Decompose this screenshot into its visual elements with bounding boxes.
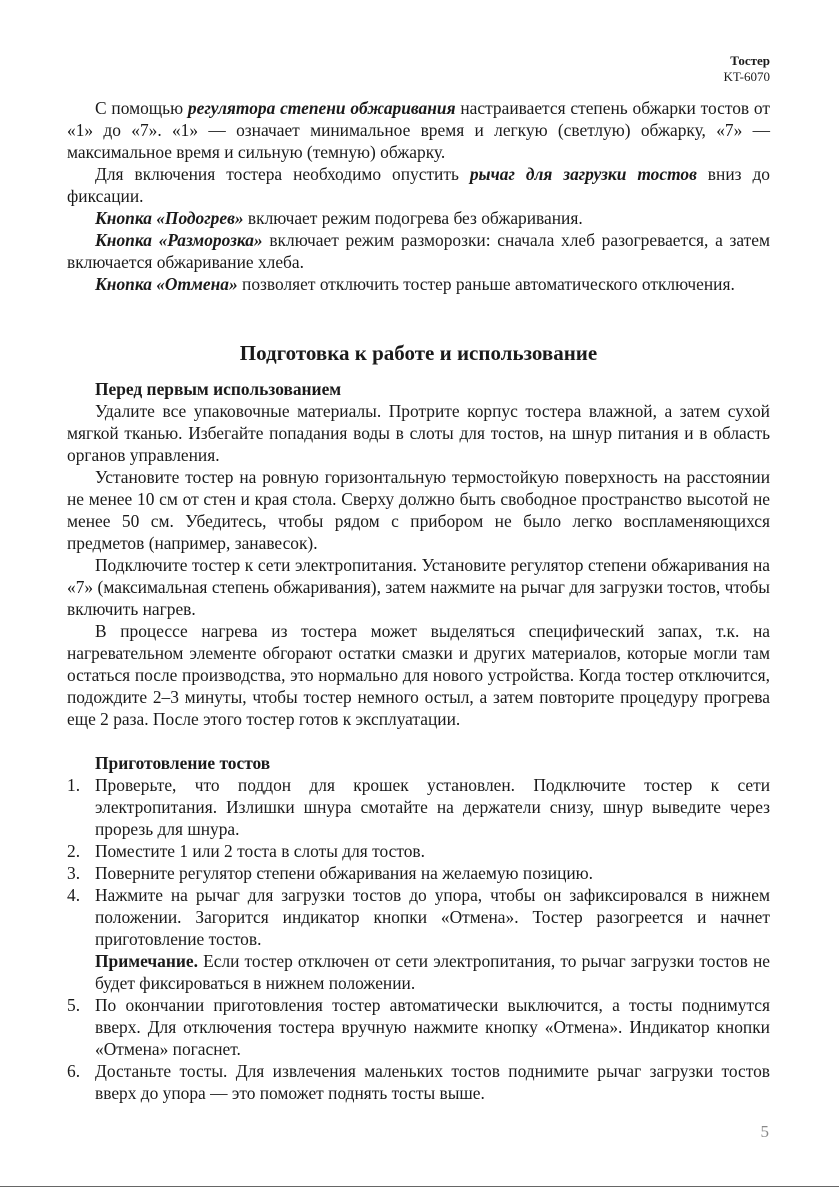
list-text: Достаньте тосты. Для извлечения маленьких тостов поднимите рычаг загрузки тостов вверх до упора — это поможет поднять тосты выше. xyxy=(95,1061,770,1103)
page-header xyxy=(724,53,770,85)
page-content xyxy=(67,97,770,1104)
list-item xyxy=(67,774,770,840)
header-model: KT-6070 xyxy=(723,69,770,84)
page-number: 5 xyxy=(760,1122,769,1141)
list-text: Поверните регулятор степени обжаривания на желаемую позицию. xyxy=(95,863,594,883)
list-number: 4. xyxy=(67,885,81,905)
first-use-paragraph: Установите тостер на ровную горизонтальную термостойкую поверхность на расстоянии не менее 10 см от стен и края стола. Сверху должно быть свободное пространство высотой не менее 50 см. Убедитесь, чтобы рядом с прибором не было легко воспламеняющихся предметов (например, занавесок). xyxy=(67,467,770,553)
emphasis-text: рычаг для загрузки тостов xyxy=(469,164,697,184)
intro-paragraph xyxy=(67,163,770,207)
list-number: 5. xyxy=(67,995,81,1015)
emphasis-text: Кнопка «Разморозка» xyxy=(95,230,263,250)
list-item xyxy=(67,994,770,1060)
list-item xyxy=(67,862,770,884)
intro-paragraph xyxy=(67,97,770,163)
list-text: Нажмите на рычаг для загрузки тостов до упора, чтобы он зафиксировался в нижнем положении. Загорится индикатор кнопки «Отмена». Тостер разогреется и начнет приготовление тостов. xyxy=(95,885,770,949)
list-number: 6. xyxy=(67,1061,81,1081)
list-number: 3. xyxy=(67,863,81,883)
list-text: Проверьте, что поддон для крошек установлен. Подключите тостер к сети электропитания. Излишки шнура смотайте на держатели снизу, шнур выведите через прорезь для шнура. xyxy=(95,775,770,839)
text-run: Для включения тостера необходимо опустить xyxy=(95,164,470,184)
list-item xyxy=(67,1060,770,1104)
list-number: 1. xyxy=(67,775,81,795)
text-run: настраивается степень обжарки тостов от «1» до «7». «1» — означает минимальное время и легкую (светлую) обжарку, «7» — максимальное время и сильную (темную) обжарку. xyxy=(67,98,770,162)
text-run: позволяет отключить тостер раньше автоматического отключения. xyxy=(237,274,735,294)
spacer xyxy=(67,730,770,752)
list-text: По окончании приготовления тостер автоматически выключится, а тосты поднимутся вверх. Для отключения тостера вручную нажмите кнопку «Отмена». Индикатор кнопки «Отмена» погаснет. xyxy=(95,995,770,1059)
first-use-heading: Перед первым использованием xyxy=(95,379,342,399)
list-item xyxy=(67,884,770,994)
section-title: Подготовка к работе и использование xyxy=(239,341,598,365)
first-use-paragraph: В процессе нагрева из тостера может выделяться специфический запах, т.к. на нагревательном элементе обгорают остатки смазки и других материалов, которые могли там остаться после производства, это нормально для нового устройства. Когда тостер отключится, подождите 2–3 минуты, чтобы тостер немного остыл, а затем повторите процедуру прогрева еще 2 раза. После этого тостер готов к эксплуатации. xyxy=(67,621,770,729)
text-run: вниз до фиксации. xyxy=(67,164,770,206)
first-use-paragraph: Подключите тостер к сети электропитания. Установите регулятор степени обжаривания на «7» (максимальная степень обжаривания), затем нажмите на рычаг для загрузки тостов, чтобы включить нагрев. xyxy=(67,555,770,619)
text-run: С помощью xyxy=(95,98,188,118)
bottom-divider xyxy=(0,1186,839,1187)
toast-steps-list xyxy=(67,774,770,1104)
first-use-paragraph: Удалите все упаковочные материалы. Протрите корпус тостера влажной, а затем сухой мягкой тканью. Избегайте попадания воды в слоты для тостов, на шнур питания и в область органов управления. xyxy=(67,401,770,465)
text-run: включает режим подогрева без обжаривания. xyxy=(243,208,583,228)
list-text: Поместите 1 или 2 тоста в слоты для тостов. xyxy=(95,841,425,861)
list-number: 2. xyxy=(67,841,81,861)
header-product: Тостер xyxy=(730,53,770,68)
note-text: Если тостер отключен от сети электропитания, то рычаг загрузки тостов не будет фиксироваться в нижнем положении. xyxy=(95,951,770,993)
intro-paragraph xyxy=(67,229,770,273)
toast-heading: Приготовление тостов xyxy=(95,753,271,773)
emphasis-text: Кнопка «Отмена» xyxy=(95,274,238,294)
note xyxy=(95,950,770,994)
intro-paragraph xyxy=(67,273,770,295)
intro-paragraph xyxy=(67,207,770,229)
emphasis-text: Кнопка «Подогрев» xyxy=(95,208,244,228)
text-run: включает режим разморозки: сначала хлеб разогревается, а затем включается обжаривание хлеба. xyxy=(67,230,770,272)
emphasis-text: регулятора степени обжаривания xyxy=(187,98,456,118)
note-label: Примечание. xyxy=(95,951,198,971)
list-item xyxy=(67,840,770,862)
